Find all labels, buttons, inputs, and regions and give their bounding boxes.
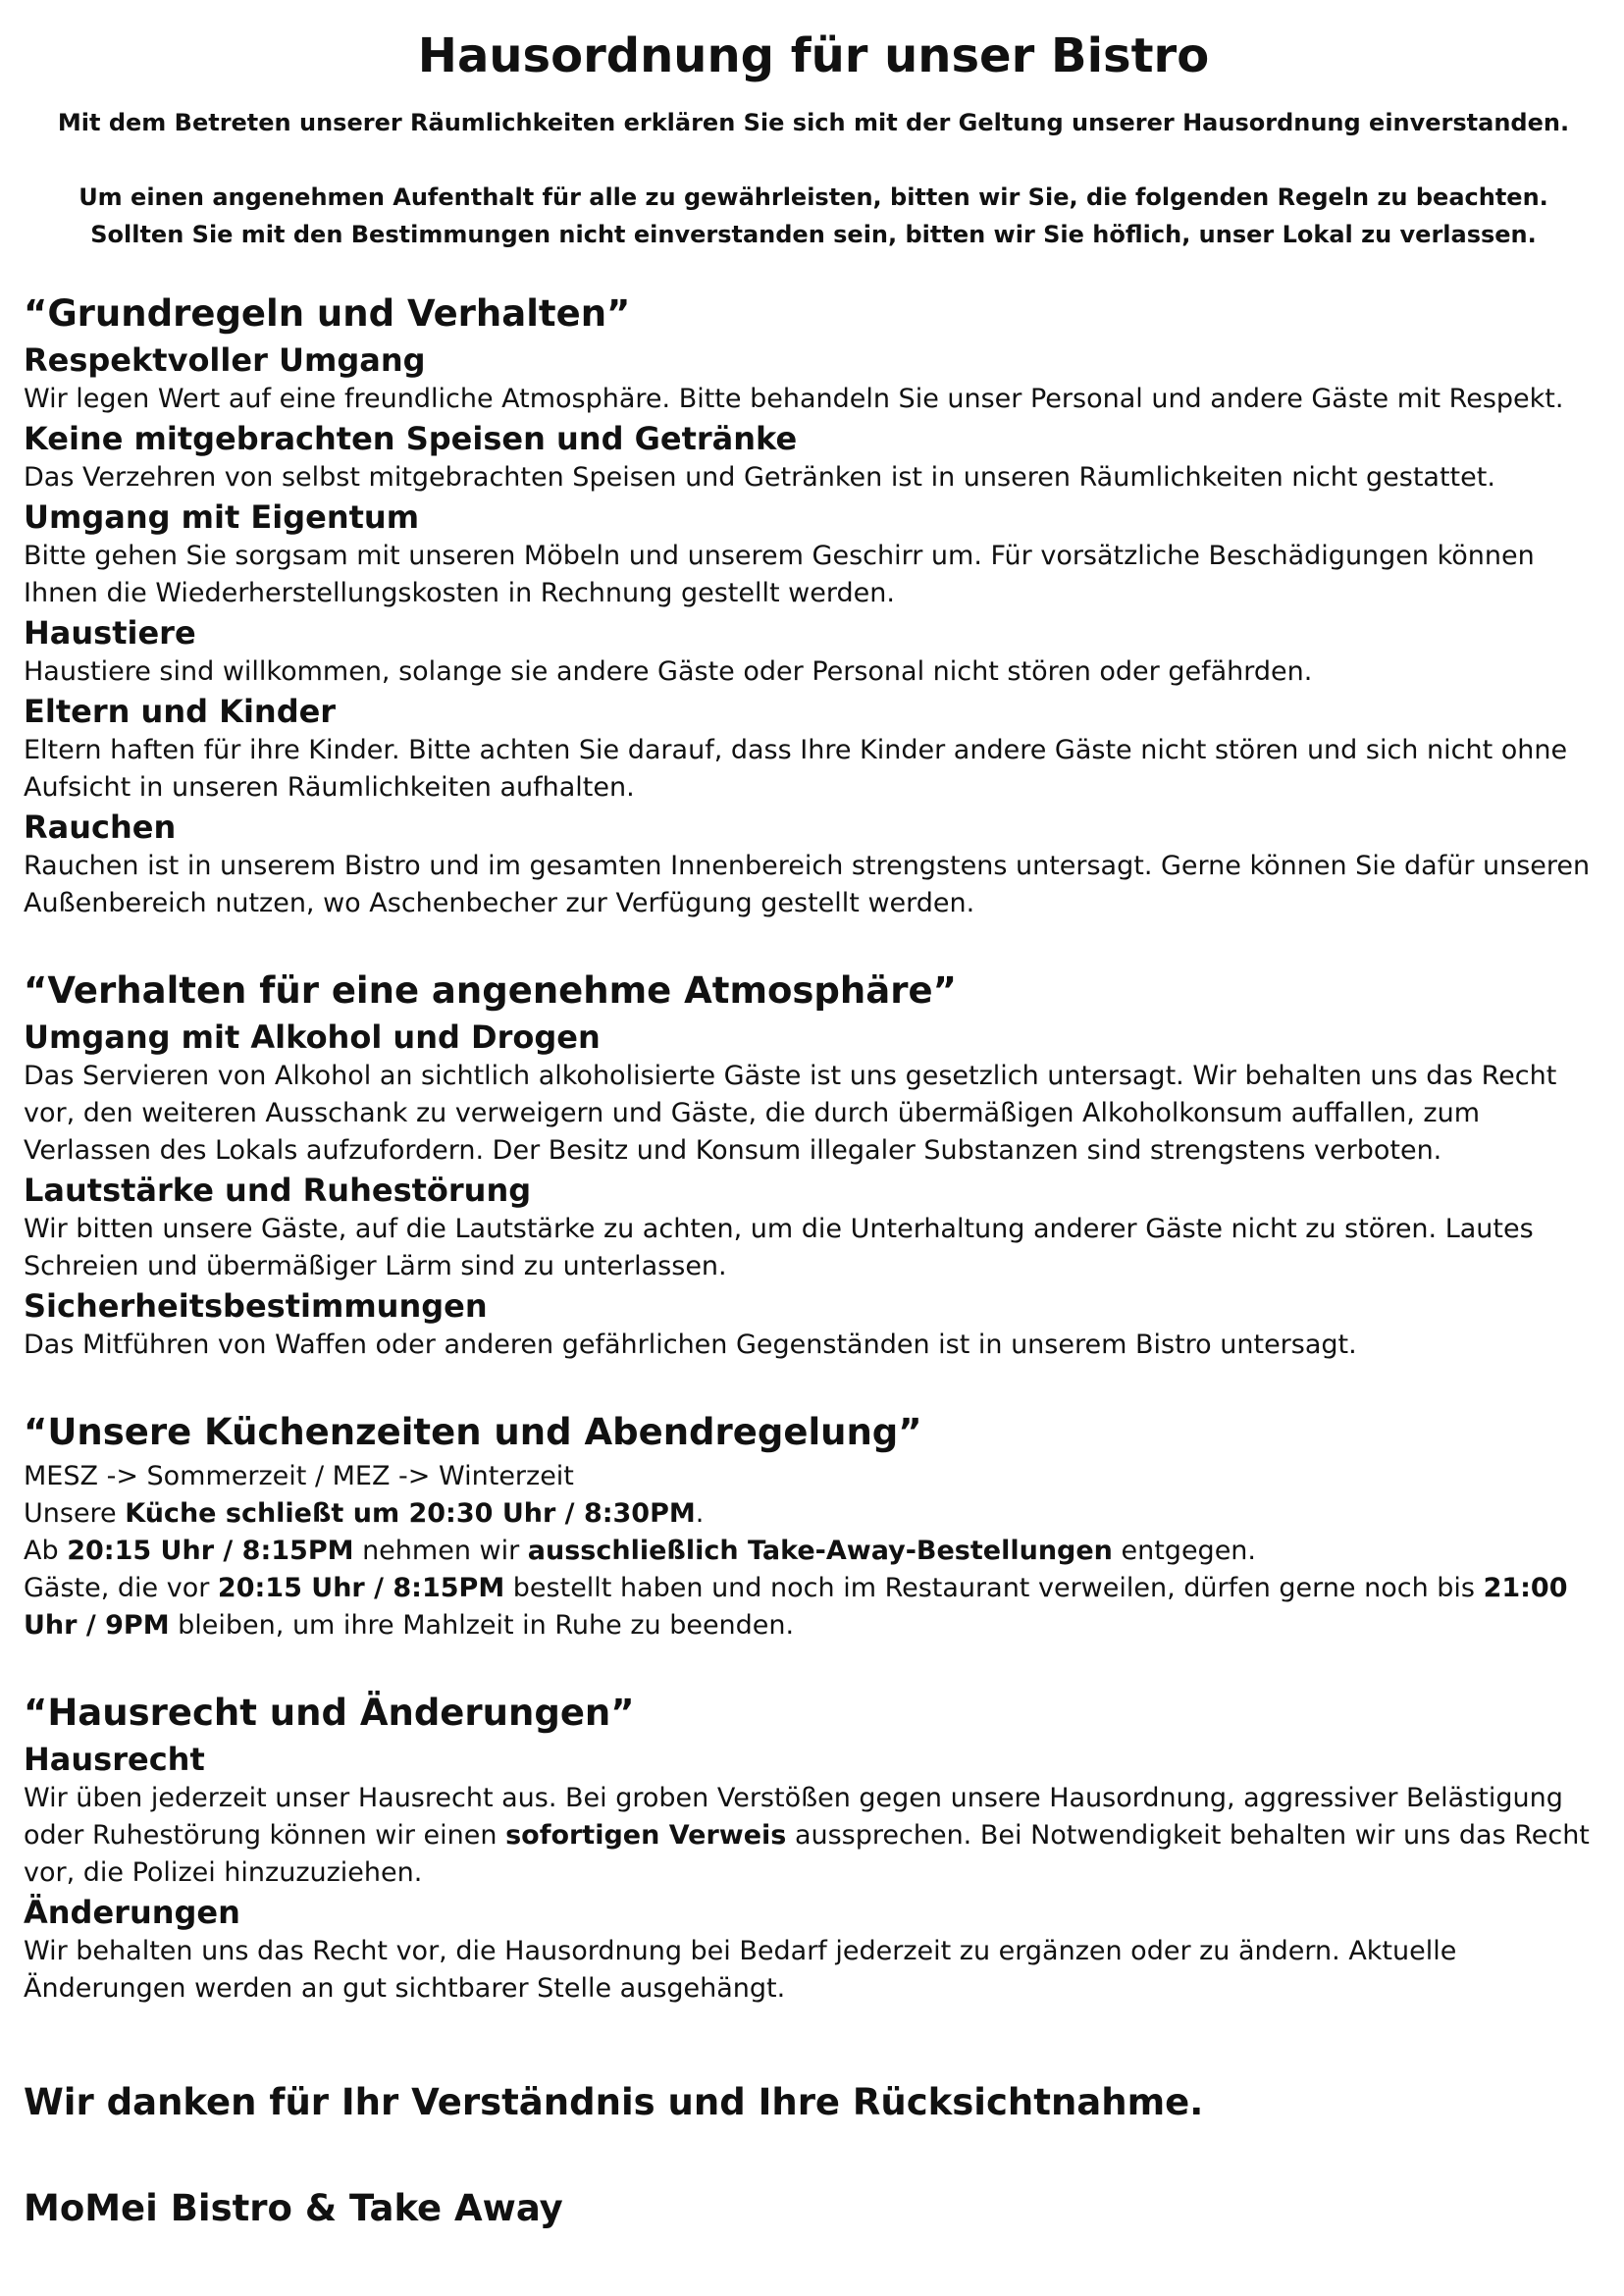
intro-line: Mit dem Betreten unserer Räumlichkeiten erklären Sie sich mit der Geltung unserer Hausordnung einverstanden. [57,109,1570,136]
section-title: “Unsere Küchenzeiten und Abendregelung” [24,1411,922,1453]
document [24,0,1603,2233]
rule-heading: Haustiere [24,614,196,652]
rule-text: Das Mitführen von Waffen oder anderen gefährlichen Gegenständen ist in unserem Bistro untersagt. [24,1330,1357,1360]
rule-heading: Respektvoller Umgang [24,341,426,379]
takeaway-line: Ab 20:15 Uhr / 8:15PM nehmen wir ausschließlich Take-Away-Bestellungen entgegen. [24,1536,1256,1566]
section-title: “Hausrecht und Änderungen” [24,1692,635,1734]
rule-text: Eltern haften für ihre Kinder. Bitte achten Sie darauf, dass Ihre Kinder andere Gäste nicht stören und sich nicht ohne Aufsicht in unseren Räumlichkeiten aufhalten. [24,735,1568,803]
rule-heading: Umgang mit Eigentum [24,498,420,536]
section-title: “Verhalten für eine angenehme Atmosphäre” [24,969,957,1012]
section-kuechenzeiten [24,1407,1603,1644]
stay-until-line: Gäste, die vor 20:15 Uhr / 8:15PM bestellt haben und noch im Restaurant verweilen, dürfen gerne noch bis 21:00 Uhr / 9PM bleiben, um ihre Mahlzeit in Ruhe zu beenden. [24,1573,1568,1641]
rule-heading: Lautstärke und Ruhestörung [24,1172,532,1209]
section-grundregeln [24,288,1603,922]
time-zone-line: MESZ -> Sommerzeit / MEZ -> Winterzeit [24,1461,574,1491]
section-hausrecht [24,1688,1603,2008]
rule-heading: Keine mitgebrachten Speisen und Getränke [24,420,798,457]
rule-text: Wir legen Wert auf eine freundliche Atmosphäre. Bitte behandeln Sie unser Personal und andere Gäste mit Respekt. [24,384,1564,414]
business-name: MoMei Bistro & Take Away [24,2187,563,2229]
rule-text: Wir behalten uns das Recht vor, die Hausordnung bei Bedarf jederzeit zu ergänzen oder zu ändern. Aktuelle Änderungen werden an gut sichtbarer Stelle ausgehängt. [24,1936,1457,2004]
rule-heading: Sicherheitsbestimmungen [24,1287,488,1325]
rule-text: Bitte gehen Sie sorgsam mit unseren Möbeln und unserem Geschirr um. Für vorsätzliche Beschädigungen können Ihnen die Wiederherstellungskosten in Rechnung gestellt werden. [24,541,1535,608]
rule-heading: Hausrecht [24,1741,205,1778]
rule-text: Wir bitten unsere Gäste, auf die Lautstärke zu achten, um die Unterhaltung anderer Gäste nicht zu stören. Lautes Schreien und übermäßiger Lärm sind zu unterlassen. [24,1214,1534,1281]
rule-heading: Umgang mit Alkohol und Drogen [24,1018,601,1056]
rule-text: Das Servieren von Alkohol an sichtlich alkoholisierte Gäste ist uns gesetzlich untersagt. Wir behalten uns das Recht vor, den weiteren Ausschank zu verweigern und Gäste, die durch übermäßigen Alkoholkonsum auffallen, zum Verlassen des Lokals aufzufordern. Der Besitz und Konsum illegaler Substanzen sind strengstens verboten. [24,1061,1557,1166]
section-atmosphaere [24,965,1603,1364]
intro-line: Sollten Sie mit den Bestimmungen nicht einverstanden sein, bitten wir Sie höflich, unser Lokal zu verlassen. [90,221,1537,248]
intro-line: Um einen angenehmen Aufenthalt für alle zu gewährleisten, bitten wir Sie, die folgenden Regeln zu beachten. [79,183,1548,211]
rule-text: Haustiere sind willkommen, solange sie andere Gäste oder Personal nicht stören oder gefährden. [24,656,1313,687]
rule-text: Rauchen ist in unserem Bistro und im gesamten Innenbereich strengstens untersagt. Gerne können Sie dafür unseren Außenbereich nutzen, wo Aschenbecher zur Verfügung gestellt werden. [24,851,1591,918]
rule-text: Das Verzehren von selbst mitgebrachten Speisen und Getränken ist in unseren Räumlichkeiten nicht gestattet. [24,462,1495,493]
rule-heading: Rauchen [24,809,177,846]
kitchen-close-line: Unsere Küche schließt um 20:30 Uhr / 8:30PM. [24,1498,705,1529]
rule-heading: Änderungen [24,1894,240,1931]
rule-heading: Eltern und Kinder [24,693,337,730]
section-title: “Grundregeln und Verhalten” [24,292,631,335]
rule-text: Wir üben jederzeit unser Hausrecht aus. Bei groben Verstößen gegen unsere Hausordnung, aggressiver Belästigung oder Ruhestörung können wir einen sofortigen Verweis aussprechen. Bei Notwendigkeit behalten wir uns das Recht vor, die Polizei hinzuzuziehen. [24,1783,1590,1888]
thanks-line: Wir danken für Ihr Verständnis und Ihre Rücksichtnahme. [24,2081,1204,2123]
page-title: Hausordnung für unser Bistro [417,28,1210,83]
